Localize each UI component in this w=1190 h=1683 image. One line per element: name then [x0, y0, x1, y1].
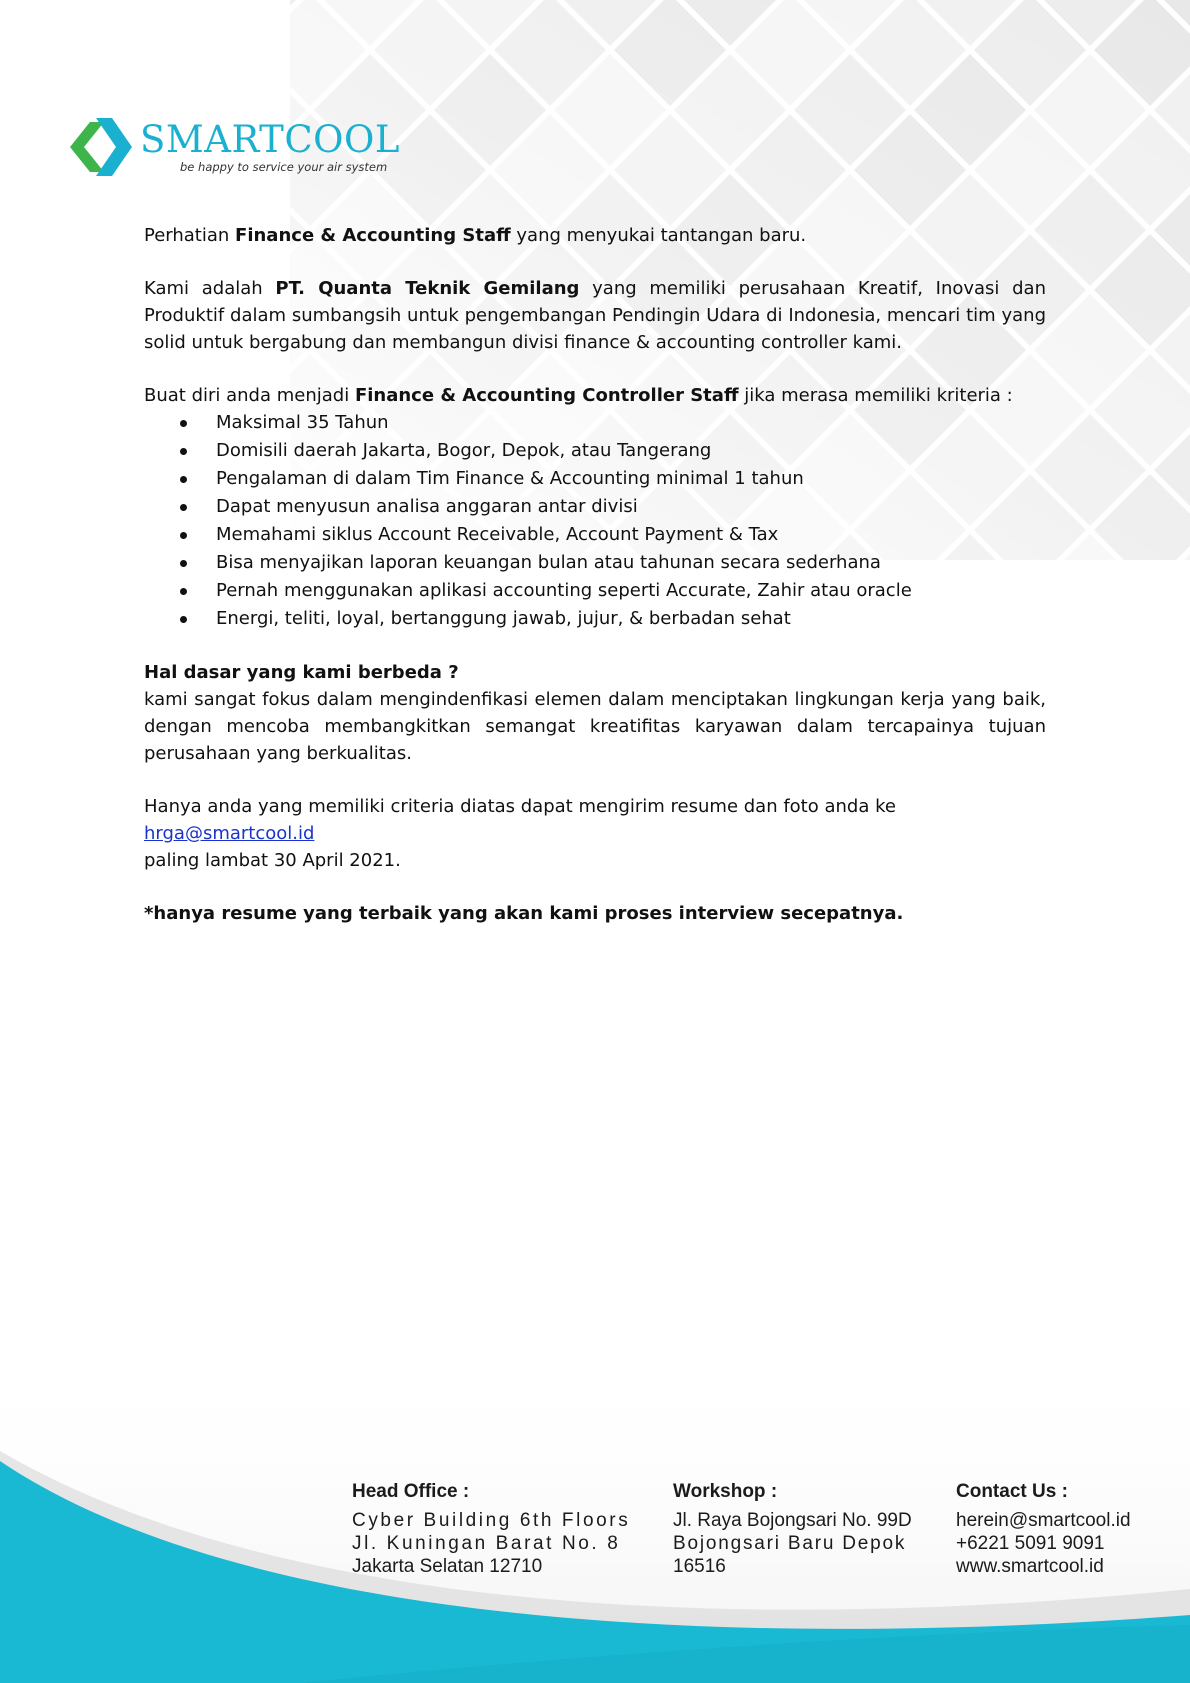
criteria-item: Maksimal 35 Tahun [144, 409, 1046, 437]
apply-paragraph: Hanya anda yang memiliki criteria diatas dapat mengirim resume dan foto anda ke hrga@smartcool.id paling lambat 30 April 2021. [144, 796, 896, 871]
workshop-line: Bojongsari Baru Depok [673, 1533, 907, 1554]
contact-block [956, 1480, 1176, 1578]
workshop-title: Workshop : [673, 1481, 778, 1502]
brand-name: SMARTCOOL [140, 118, 400, 161]
head-office-line: Cyber Building 6th Floors [352, 1510, 631, 1531]
workshop-line: 16516 [673, 1556, 726, 1577]
difference-section [144, 659, 1046, 767]
intro-paragraph: Perhatian Finance & Accounting Staff yang menyukai tantangan baru. [144, 225, 807, 246]
company-logo [70, 116, 400, 182]
criteria-list [144, 409, 1046, 633]
head-office-line: Jl. Kuningan Barat No. 8 [352, 1533, 621, 1554]
difference-heading: Hal dasar yang kami berbeda ? [144, 662, 459, 683]
brand-tagline: be happy to service your air system [180, 160, 388, 174]
about-paragraph: Kami adalah PT. Quanta Teknik Gemilang yang memiliki perusahaan Kreatif, Inovasi dan Produktif dalam sumbangsih untuk pengembangan Pendingin Udara di Indonesia, mencari tim yang solid untuk bergabung dan membangun divisi finance & accounting controller kami. [144, 278, 1046, 353]
workshop-line: Jl. Raya Bojongsari No. 99D [673, 1510, 912, 1531]
criteria-item: Pengalaman di dalam Tim Finance & Accounting minimal 1 tahun [144, 465, 1046, 493]
contact-email[interactable]: herein@smartcool.id [956, 1510, 1131, 1531]
position-title: Finance & Accounting Staff [235, 225, 511, 246]
head-office-block [352, 1480, 652, 1578]
deadline-text: paling lambat 30 April 2021. [144, 850, 401, 871]
criteria-item: Bisa menyajikan laporan keuangan bulan atau tahunan secara sederhana [144, 549, 1046, 577]
email-link[interactable]: hrga@smartcool.id [144, 823, 315, 844]
criteria-item: Memahami siklus Account Receivable, Account Payment & Tax [144, 521, 1046, 549]
head-office-title: Head Office : [352, 1481, 470, 1502]
company-name: PT. Quanta Teknik Gemilang [275, 278, 580, 299]
criteria-position: Finance & Accounting Controller Staff [354, 385, 739, 406]
contact-phone[interactable]: +6221 5091 9091 [956, 1533, 1105, 1554]
smartcool-logo-icon [70, 116, 132, 178]
criteria-item: Pernah menggunakan aplikasi accounting seperti Accurate, Zahir atau oracle [144, 577, 1046, 605]
head-office-line: Jakarta Selatan 12710 [352, 1556, 543, 1577]
contact-website[interactable]: www.smartcool.id [956, 1556, 1104, 1577]
letter-body [144, 222, 1046, 953]
criteria-item: Energi, teliti, loyal, bertanggung jawab, jujur, & berbadan sehat [144, 605, 1046, 633]
contact-title: Contact Us : [956, 1481, 1068, 1502]
workshop-block [673, 1480, 938, 1578]
criteria-item: Dapat menyusun analisa anggaran antar divisi [144, 493, 1046, 521]
criteria-item: Domisili daerah Jakarta, Bogor, Depok, atau Tangerang [144, 437, 1046, 465]
note-text: *hanya resume yang terbaik yang akan kami proses interview secepatnya. [144, 903, 904, 924]
criteria-intro: Buat diri anda menjadi Finance & Accounting Controller Staff jika merasa memiliki kriteria : [144, 385, 1013, 406]
difference-body: kami sangat fokus dalam mengindenfikasi elemen dalam menciptakan lingkungan kerja yang baik, dengan mencoba membangkitkan semangat kreatifitas karyawan dalam tercapainya tujuan perusahaan yang berkualitas. [144, 689, 1046, 764]
